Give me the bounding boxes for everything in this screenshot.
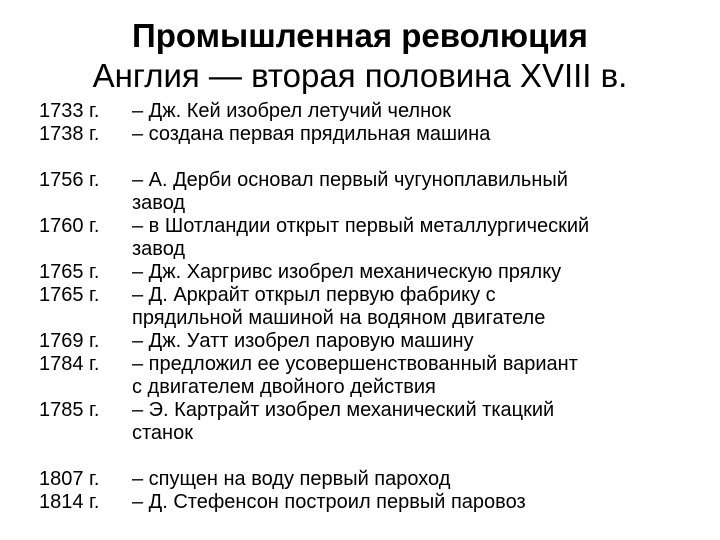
entry-text: – Э. Картрайт изобрел механический ткацкий xyxy=(132,399,555,421)
entry-year: 1765 г. xyxy=(39,284,100,306)
page-title: Промышленная революция xyxy=(132,17,588,54)
entry-text: – Д. Аркрайт открыл первую фабрику с xyxy=(132,284,496,306)
timeline-entry xyxy=(39,284,714,330)
entry-description xyxy=(132,399,714,445)
entry-description xyxy=(132,100,714,123)
timeline-entry xyxy=(39,399,714,445)
timeline-entry xyxy=(39,491,714,514)
entry-year: 1756 г. xyxy=(39,169,100,191)
entry-text: – предложил ее усовершенствованный вариант xyxy=(132,353,578,375)
timeline-entry xyxy=(39,330,714,353)
entry-text: – Д. Стефенсон построил первый паровоз xyxy=(132,491,526,513)
entry-text: – спущен на воду первый пароход xyxy=(132,468,451,490)
entry-description xyxy=(132,169,714,215)
timeline xyxy=(39,100,714,514)
entry-description xyxy=(132,261,714,284)
entry-year: 1785 г. xyxy=(39,399,100,421)
entry-year: 1733 г. xyxy=(39,100,100,122)
entry-text-continuation: завод xyxy=(132,192,186,214)
timeline-group xyxy=(39,468,714,514)
entry-year: 1807 г. xyxy=(39,468,100,490)
entry-year: 1784 г. xyxy=(39,353,100,375)
entry-year: 1765 г. xyxy=(39,261,100,283)
entry-description xyxy=(132,468,714,491)
entry-description xyxy=(132,284,714,330)
entry-text: – А. Дерби основал первый чугуноплавильный xyxy=(132,169,568,191)
entry-text-continuation: станок xyxy=(132,422,193,444)
timeline-entry xyxy=(39,215,714,261)
entry-description xyxy=(132,123,714,146)
entry-text: – в Шотландии открыт первый металлургический xyxy=(132,215,590,237)
timeline-entry xyxy=(39,123,714,146)
entry-text: – Дж. Кей изобрел летучий челнок xyxy=(132,100,452,122)
entry-description xyxy=(132,215,714,261)
entry-text: – создана первая прядильная машина xyxy=(132,123,491,145)
entry-year: 1814 г. xyxy=(39,491,100,513)
timeline-entry xyxy=(39,100,714,123)
entry-year: 1738 г. xyxy=(39,123,100,145)
page-subtitle: Англия — вторая половина XVIII в. xyxy=(92,57,628,94)
entry-description xyxy=(132,330,714,353)
entry-year: 1769 г. xyxy=(39,330,100,352)
timeline-entry xyxy=(39,468,714,491)
entry-text-continuation: прядильной машиной на водяном двигателе xyxy=(132,307,546,329)
entry-text-continuation: завод xyxy=(132,238,186,260)
timeline-group xyxy=(39,100,714,146)
entry-text: – Дж. Харгривс изобрел механическую прялку xyxy=(132,261,562,283)
timeline-entry xyxy=(39,353,714,399)
entry-description xyxy=(132,353,714,399)
timeline-entry xyxy=(39,169,714,215)
entry-description xyxy=(132,491,714,514)
entry-text-continuation: с двигателем двойного действия xyxy=(132,376,436,398)
timeline-entry xyxy=(39,261,714,284)
timeline-group xyxy=(39,169,714,445)
entry-text: – Дж. Уатт изобрел паровую машину xyxy=(132,330,474,352)
entry-year: 1760 г. xyxy=(39,215,100,237)
